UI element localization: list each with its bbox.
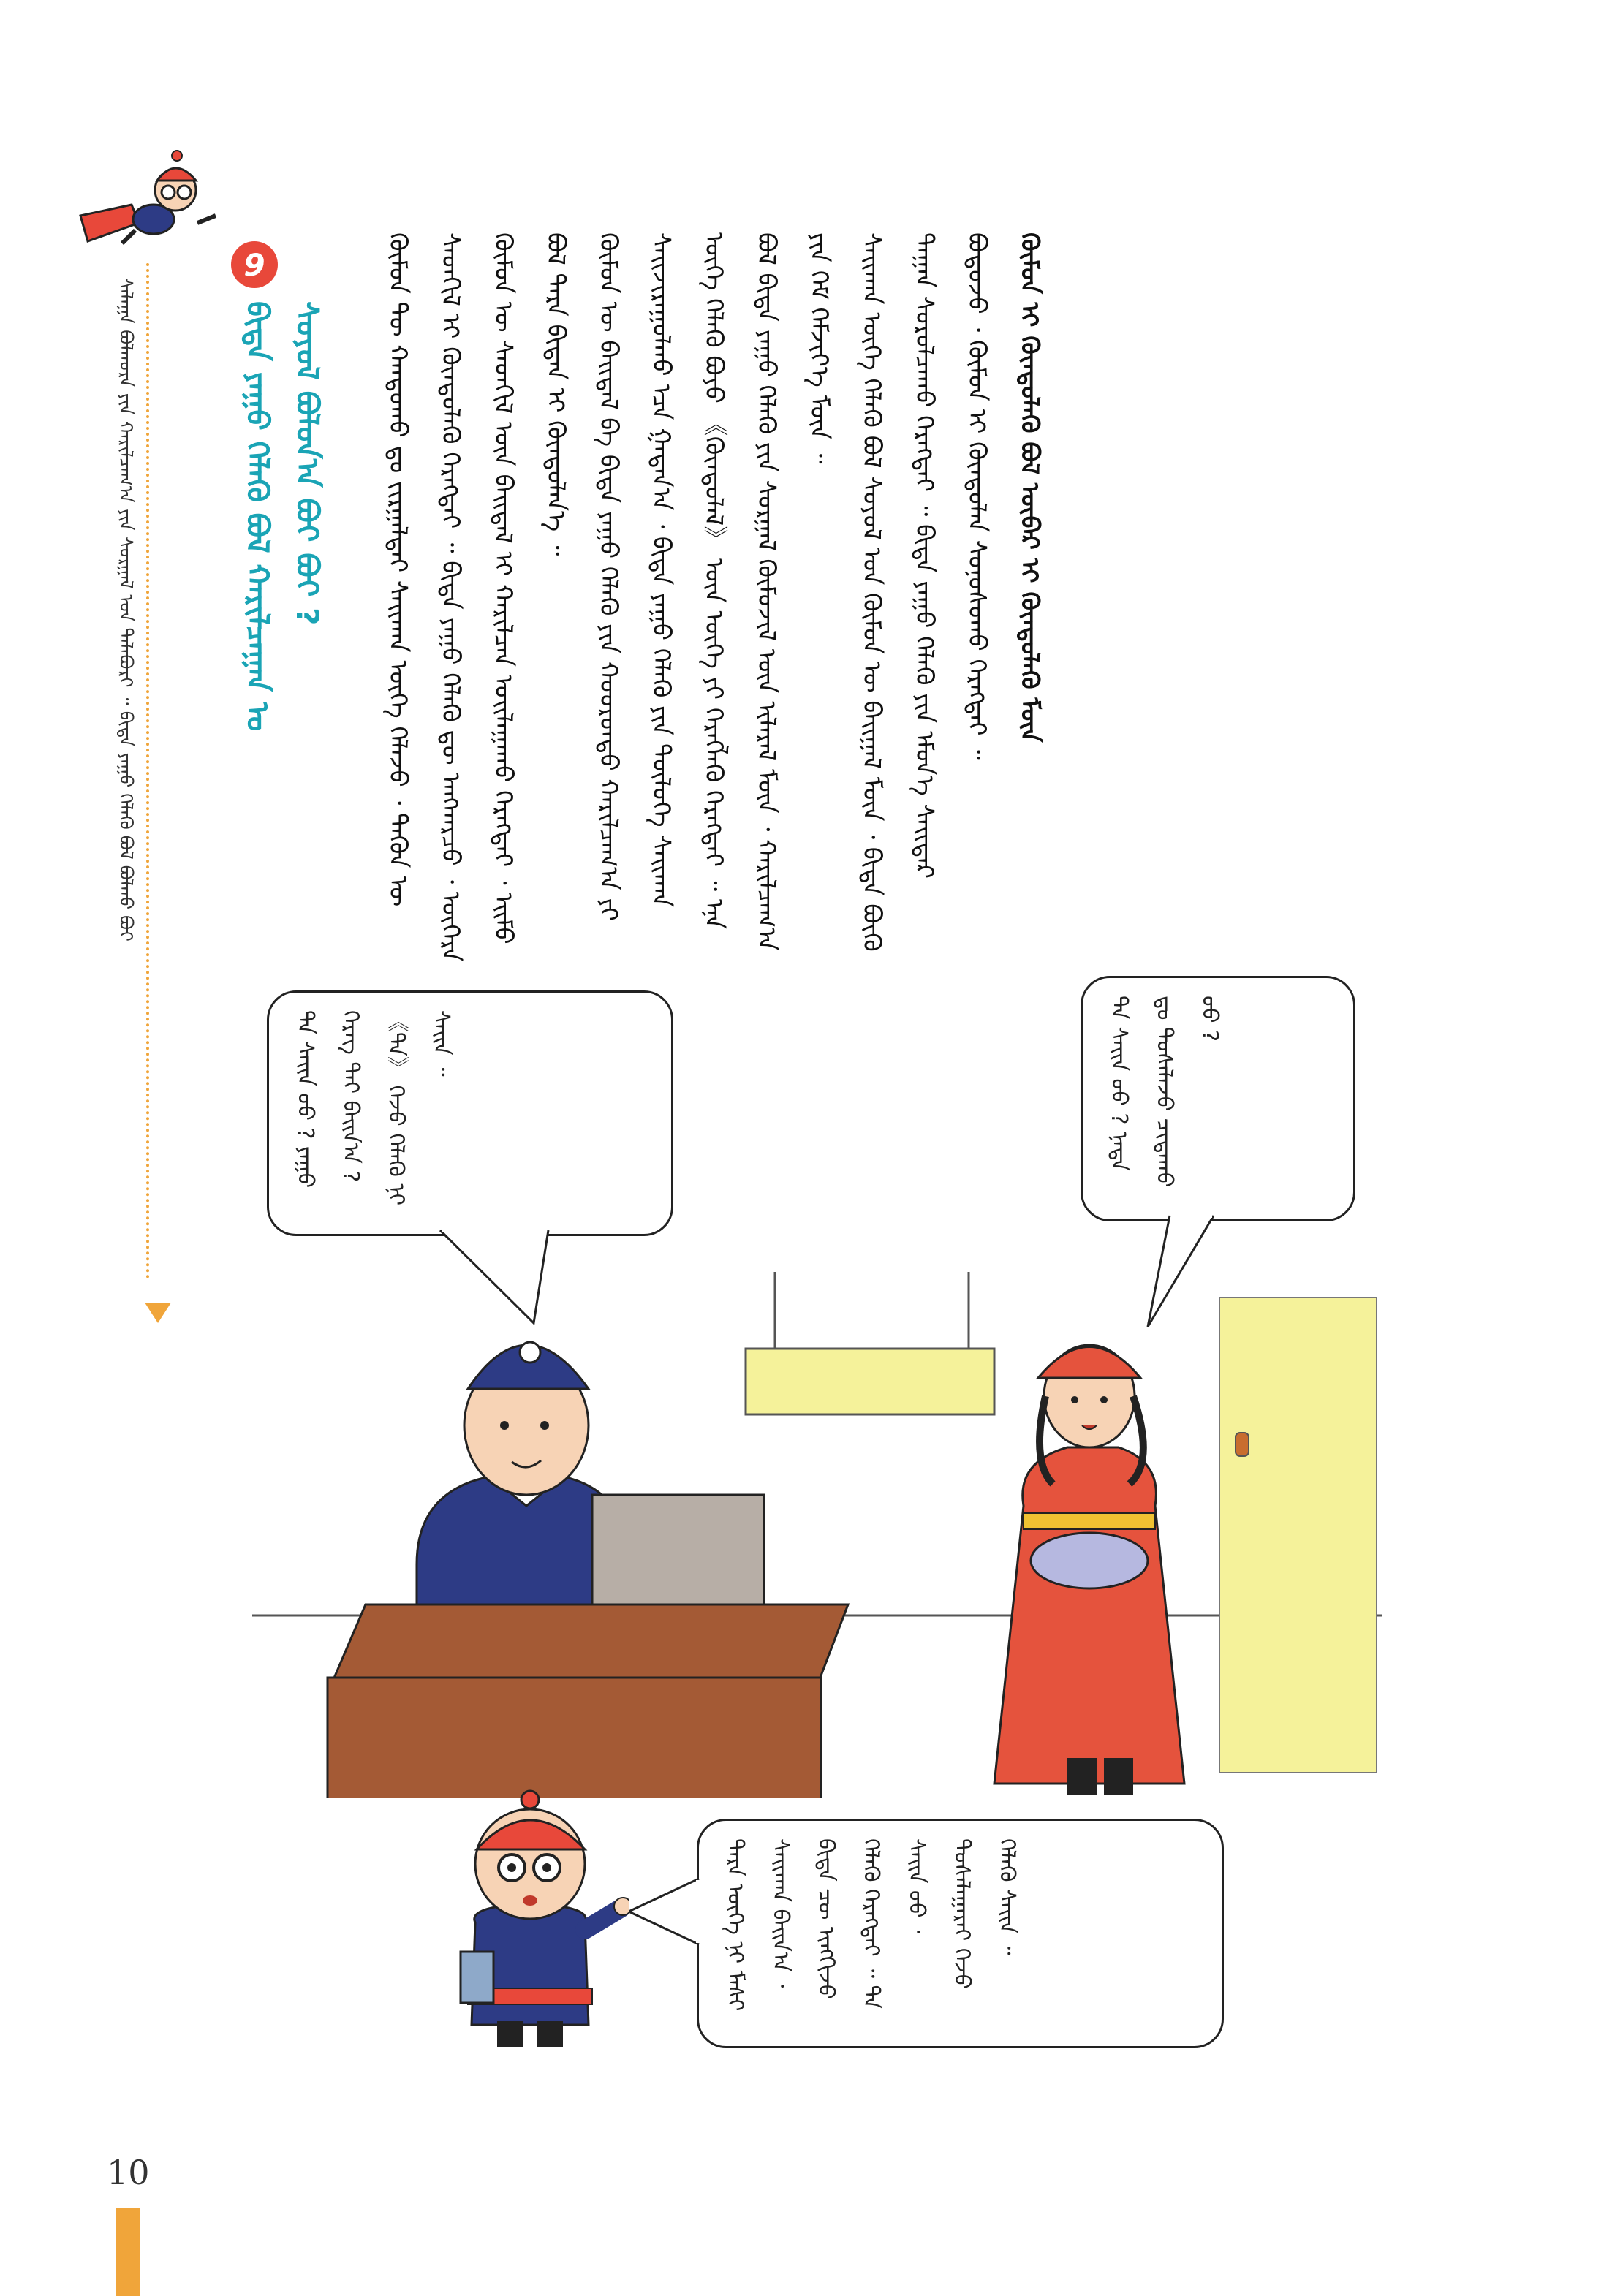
body-closing-line: ᠬᠦᠮᠦᠨ ᠢ ᠬᠦᠨᠳᠦᠯᠡᠬᠦ ᠪᠣᠯ ᠥᠪᠡᠷ ᠢ ᠬᠦᠨᠳᠦᠯᠡᠬᠦ ᠮᠥᠨ bbox=[1015, 232, 1044, 743]
page-edge-tab bbox=[116, 2208, 140, 2296]
body-paragraph-3: ᠰᠠᠢᠬᠠᠨ ᠦᠭᠡ ᠬᠡᠯᠡᠬᠦ ᠪᠣᠯ ᠰᠣᠶᠣᠯ ᠤᠨ ᠬᠦᠮᠦᠨ ᠦ ᠪᠠᠢᠭᠠᠯ ᠮᠥᠨ ᠂ ᠪᠢᠳᠡ ᠪᠦᠬᠦ ᠳᠠᠭᠠᠨ ᠰᠤᠷᠤᠯᠴᠠᠬᠤ ᠬᠡᠷᠡᠭᠲᠡᠢ ᠃ ᠪᠢᠳᠡ ᠶᠠᠭᠤ ᠬᠡᠯᠡᠬᠦ ᠶᠢᠨ ᠡᠮᠦᠨ᠎ᠡ ᠰᠠᠢᠲᠠᠷ ᠪᠣᠳᠣᠵᠤ ᠂ ᠬᠦᠮᠦᠨ ᠢ ᠬᠦᠨᠳᠦᠯᠡᠨ ᠰᠣᠨᠣᠰᠣᠬᠤ ᠬᠡᠷᠡᠭᠲᠡᠢ ᠃ bbox=[857, 232, 991, 952]
header-arrow-icon bbox=[145, 1303, 171, 1323]
speech-bubble-boy bbox=[697, 1819, 1224, 2048]
boy-bubble-tail bbox=[627, 1871, 700, 1952]
body-paragraph-1: ᠬᠦᠮᠦᠨ ᠲᠦ ᠬᠠᠨᠳᠤᠬᠤ ᠳᠤ ᠵᠢᠷᠭᠠᠯᠲᠠᠢ ᠰᠠᠢᠬᠠᠨ ᠦᠭᠡ ᠬᠡᠯᠡᠵᠦ ᠂ ᠲᠡᠭᠦᠨ ᠦ ᠰᠡᠳᠬᠢᠯ ᠢ ᠬᠦᠨᠳᠦᠯᠡᠬᠦ ᠬᠡᠷᠡᠭᠲᠡᠢ ᠃ ᠪᠢᠳᠡ ᠶᠠᠭᠤ ᠬᠡᠯᠡᠬᠦ ᠳᠦ ᠠᠩᠬᠠᠷᠴᠤ ᠂ ᠥᠭᠡᠷᠡ ᠬᠦᠮᠦᠨ ᠦ ᠰᠡᠳᠬᠢᠯ ᠦᠨ ᠪᠠᠢᠳᠠᠯ ᠢ ᠬᠠᠷᠢᠯᠴᠠᠨ ᠤᠢᠯᠠᠭᠠᠬᠤ ᠬᠡᠷᠡᠭᠲᠡᠢ ᠂ ᠡᠢᠮᠦ ᠪᠣᠯ ᠲᠡᠷᠡ ᠪᠢᠳᠡᠨ ᠢ ᠬᠦᠨᠳᠦᠯᠡᠨ᠎ᠡ ᠃ bbox=[383, 232, 570, 962]
section-title: ᠪᠢᠳᠡ ᠶᠠᠭᠤ ᠬᠡᠯᠡᠬᠦ ᠪᠣᠯ ᠬᠠᠷᠢᠯᠴᠠᠭᠠᠨ ᠤ ᠰᠣᠶᠣᠯ ᠪᠣᠯᠤᠨ᠎ᠠ ᠪᠤᠢ ᠪᠤᠢ ? bbox=[240, 301, 325, 732]
flying-mascot-illustration bbox=[66, 135, 227, 252]
speech-bubble-officer bbox=[267, 990, 673, 1236]
body-text bbox=[371, 232, 1391, 963]
boy-mascot-illustration bbox=[417, 1784, 629, 2054]
section-number-badge: 9 bbox=[231, 241, 278, 288]
office-scene-illustration bbox=[249, 1272, 1389, 1798]
running-header: ᠰᠠᠯᠠᠭᠠ ᠪᠣᠯᠬᠣᠷᠠ ᠶᠢᠨ ᠬᠠᠷᠢᠯᠴᠠᠭ᠎ᠠ ᠶᠢᠨ ᠰᠤᠷᠭᠠᠯ ᠤᠨ ᠲᠡᠯᠡᠪᠦᠷᠢ ᠃ ᠪᠢᠳᠡ ᠶᠠᠭᠤ ᠬᠡᠯᠡᠬᠦ ᠪᠣᠯ ᠪᠣᠯᠬᠤ ᠪᠤᠢ bbox=[116, 278, 137, 941]
speech-bubble-woman bbox=[1081, 976, 1355, 1221]
body-paragraph-2: ᠬᠦᠮᠦᠨ ᠦ ᠪᠠᠢᠳᠠᠯ ᠪᠠ ᠪᠢᠳᠡ ᠶᠠᠭᠤ ᠬᠡᠯᠡᠬᠦ ᠶᠢᠨ ᠬᠣᠤᠷᠣᠨᠳᠤ ᠬᠠᠷᠢᠯᠴᠠᠭ᠎ᠠ ᠶᠢ ᠰᠠᠢᠵᠢᠷᠠᠭᠤᠯᠬᠤ ᠡᠴᠡ ᠭᠠᠳᠠᠨ᠎ᠠ ᠂ ᠪᠢᠳᠡ ᠶᠠᠭᠤ ᠬᠡᠯᠡᠬᠦ ᠶᠢᠨ ᠲᠥᠯᠥᠭᠡ ᠰᠠᠢᠬᠠᠨ ᠦᠭᠡ ᠬᠡᠯᠡᠬᠦ ᠪᠤᠶᠤ 《ᠬᠦᠨᠳᠦᠯᠡᠯ》 ᠦᠨ ᠦᠭᠡ ᠶᠢ ᠬᠡᠷᠡᠭᠯᠡᠬᠦ ᠬᠡᠷᠡᠭᠲᠡᠢ ᠃ ᠡᠨᠡ ᠪᠣᠯ ᠪᠢᠳᠡ ᠶᠠᠭᠤ ᠬᠡᠯᠡᠬᠦ ᠶᠢᠨ ᠰᠤᠷᠭᠠᠯ ᠬᠦᠮᠦᠵᠢᠯ ᠦᠨ ᠢᠯᠡᠷᠡᠯ ᠮᠥᠨ ᠂ ᠬᠠᠷᠢᠯᠴᠠᠭ᠎ᠠ ᠶᠢᠨ ᠬᠡᠮ ᠬᠡᠮᠵᠢᠶ᠎ᠡ ᠮᠥᠨ ᠃ bbox=[594, 232, 833, 951]
officer-speech-text: ᠲᠠ ᠰᠠᠢᠨ ᠤᠤ ? ᠶᠠᠭᠤ ᠬᠡᠷᠡᠭ ᠲᠠᠢ ᠪᠠᠢᠨ᠎ᠠ ? 《ᠲᠠ》 ᠭᠡᠵᠦ ᠬᠡᠯᠡᠬᠦ ᠨᠢ ᠰᠠᠢᠨ ᠃ bbox=[292, 1010, 454, 1206]
header-dotted-line bbox=[146, 263, 149, 1279]
woman-speech-text: ᠲᠠ ᠰᠠᠢᠨ ᠤᠤ ? ᠨᠠᠳᠠ ᠳᠤ ᠲᠤᠰᠠᠯᠠᠵᠤ ᠴᠢᠳᠠᠬᠤ ᠤᠤ ? bbox=[1106, 996, 1222, 1188]
boy-speech-text: ᠲᠡᠷᠡ ᠦᠭᠡ ᠨᠢ ᠮᠠᠰᠢ ᠰᠠᠢᠬᠠᠨ ᠪᠠᠢᠨ᠎ᠠ ᠂ ᠪᠢᠳᠡ ᠴᠦ ᠢᠩᠭᠢᠵᠦ ᠬᠡᠯᠡᠬᠦ ᠬᠡᠷᠡᠭᠲᠡᠢ ᠃ ᠲᠠ ᠰᠠᠢᠨ ᠤᠤ ᠂ ᠲᠤᠰᠠᠯᠠᠭᠠᠷᠠᠢ ᠭᠡᠵᠦ ᠬᠡᠯᠡᠬᠦ ᠰᠠᠢᠨ ᠃ bbox=[722, 1838, 1020, 2012]
page-number: 10 bbox=[107, 2153, 150, 2192]
